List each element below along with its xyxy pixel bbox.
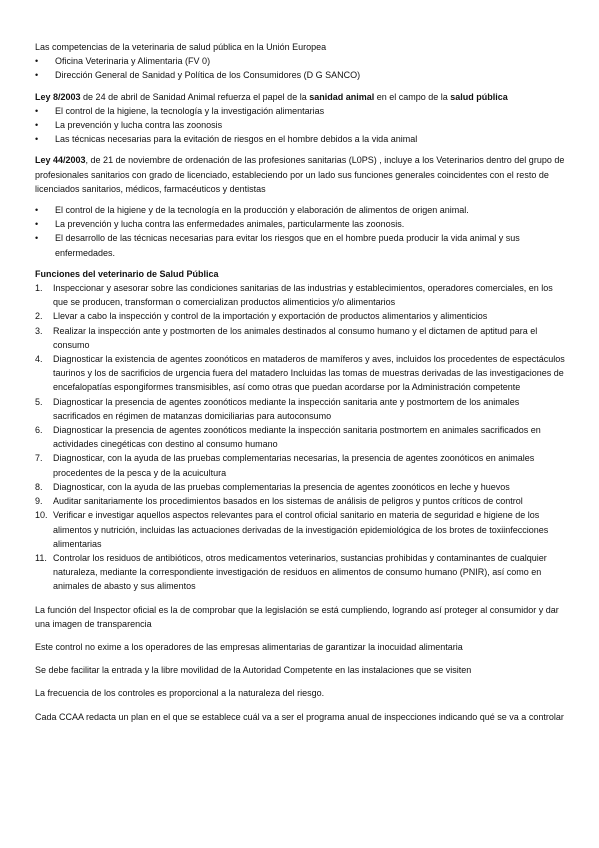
list-item <box>35 231 567 259</box>
law-reference: Ley 8/2003 <box>35 91 81 102</box>
bullet-icon: • <box>35 105 39 116</box>
item-number: 2. <box>35 311 43 322</box>
numbered-item <box>35 352 567 395</box>
item-text: Diagnosticar la presencia de agentes zoonóticos mediante la inspección sanitaria postmortem en animales sacrificados en actividades cinegéticas con destino al consumo humano <box>53 425 541 450</box>
intro-section <box>35 40 567 83</box>
emphasis: sanidad animal <box>309 91 375 102</box>
bullet-icon: • <box>35 233 39 244</box>
item-text: Auditar sanitariamente los procedimientos basados en los sistemas de análisis de peligros y puntos críticos de control <box>53 496 523 507</box>
bullet-icon: • <box>35 56 39 67</box>
closing-section <box>35 603 567 724</box>
closing-paragraph: La frecuencia de los controles es proporcional a la naturaleza del riesgo. <box>35 688 325 699</box>
paragraph-text: de 24 de abril de Sanidad Animal refuerza el papel de la <box>80 91 310 102</box>
list-item <box>35 118 567 132</box>
numbered-item <box>35 494 567 508</box>
list-item <box>35 203 567 217</box>
bullet-icon: • <box>35 120 39 131</box>
item-number: 7. <box>35 453 43 464</box>
bullet-icon: • <box>35 205 39 216</box>
item-text: Verificar e investigar aquellos aspectos relevantes para el control oficial sanitario en materia de seguridad e higiene de los alimentos y nutrición, incluidas las actuaciones derivadas de la investigación epidemiológica de los brotes de toxiinfecciones alimentarias <box>53 510 549 549</box>
section-heading <box>35 267 567 281</box>
ley44-paragraph <box>35 153 567 196</box>
numbered-item <box>35 551 567 594</box>
bullet-icon: • <box>35 70 39 81</box>
numbered-item <box>35 423 567 451</box>
paragraph-text: , de 21 de noviembre de ordenación de las profesiones sanitarias (L0PS) , incluye a los Veterinarios dentro del grupo de profesionales sanitarios con grado de licenciado, estableciendo por un lado sus funciones generales coincidentes con el resto de licenciados sanitarios, médicos, farmacéuticos y dentistas <box>35 155 565 194</box>
emphasis: salud pública <box>450 91 508 102</box>
list-item <box>35 54 567 68</box>
funciones-list <box>35 281 567 593</box>
bullet-icon: • <box>35 219 39 230</box>
closing-paragraph: Se debe facilitar la entrada y la libre movilidad de la Autoridad Competente en las instalaciones que se visiten <box>35 665 472 676</box>
list-item-text: Oficina Veterinaria y Alimentaria (FV 0) <box>55 56 211 67</box>
item-text: Controlar los residuos de antibióticos, otros medicamentos veterinarios, sustancias prohibidas y contaminantes de cualquier naturaleza, mediante la correspondiente investigación de residuos en alimentos de consumo humano (PNIR), así como en animales de abasto y sus alimentos <box>53 552 547 592</box>
numbered-item <box>35 508 567 551</box>
item-number: 11. <box>35 552 47 563</box>
ley8-section <box>35 90 567 147</box>
list-item <box>35 104 567 118</box>
ley8-paragraph <box>35 90 567 104</box>
numbered-item <box>35 480 567 494</box>
item-text: Realizar la inspección ante y postmorten de los animales destinados al consumo humano y el dictamen de aptitud para el consumo <box>53 325 538 350</box>
numbered-item <box>35 309 567 323</box>
funciones-section <box>35 267 567 594</box>
item-number: 6. <box>35 425 43 436</box>
list-item <box>35 217 567 231</box>
item-number: 8. <box>35 481 43 492</box>
item-text: Llevar a cabo la inspección y control de la importación y exportación de productos alimentarios y alimenticios <box>53 311 488 322</box>
intro-list <box>35 54 567 82</box>
ley44-section <box>35 153 567 259</box>
numbered-item <box>35 395 567 423</box>
item-number: 3. <box>35 325 43 336</box>
closing-paragraph: Cada CCAA redacta un plan en el que se establece cuál va a ser el programa anual de inspecciones indicando qué se va a controlar <box>35 711 564 722</box>
law-reference: Ley 44/2003 <box>35 155 86 166</box>
item-number: 9. <box>35 496 43 507</box>
item-text: Diagnosticar la existencia de agentes zoonóticos en mataderos de mamíferos y aves, incluidos los procedentes de espectáculos taurinos y los de sacrificios de urgencia fuera del matadero Incluidas las tomas de muestras derivadas de las investigaciones de encefalopatías espongiformes transmisibles, así como otras que puedan acordarse por la Administración competente <box>53 354 565 393</box>
item-text: Diagnosticar, con la ayuda de las pruebas complementarias necesarias, la presencia de agentes zoonóticos en animales procedentes de la pesca y de la acuicultura <box>53 453 535 478</box>
item-number: 10. <box>35 510 48 521</box>
closing-paragraph: Este control no exime a los operadores de las empresas alimentarias de garantizar la inocuidad alimentaria <box>35 641 463 652</box>
item-number: 1. <box>35 283 43 294</box>
numbered-item <box>35 324 567 352</box>
list-item-text: Las técnicas necesarias para la evitación de riesgos en el hombre debidos a la vida animal <box>55 134 418 145</box>
item-text: Inspeccionar y asesorar sobre las condiciones sanitarias de las industrias y establecimientos, operadores comerciales, en los que se producen, transforman o comercializan productos alimenticios y/o alimentarios <box>53 283 553 308</box>
item-number: 5. <box>35 396 43 407</box>
list-item-text: El control de la higiene, la tecnología y la investigación alimentarias <box>55 105 325 116</box>
intro-title: Las competencias de la veterinaria de salud pública en la Unión Europea <box>35 42 327 52</box>
numbered-item <box>35 451 567 479</box>
paragraph-text: en el campo de la <box>374 91 451 102</box>
item-text: Diagnosticar la presencia de agentes zoonóticos mediante la inspección sanitaria ante y postmortem de los animales sacrificados en régimen de matanzas domiciliarias para autoconsumo <box>53 396 520 421</box>
closing-paragraph: La función del Inspector oficial es la de comprobar que la legislación se está cumpliendo, logrando así proteger al consumidor y dar una imagen de transparencia <box>35 604 559 629</box>
numbered-item <box>35 281 567 309</box>
list-item <box>35 68 567 82</box>
list-item-text: La prevención y lucha contra las enfermedades animales, particularmente las zoonosis. <box>55 219 405 230</box>
list-item-text: El desarrollo de las técnicas necesarias para evitar los riesgos que en el hombre pueda producir la vida animal y sus enfermedades. <box>55 233 520 258</box>
item-text: Diagnosticar, con la ayuda de las pruebas complementarias la presencia de agentes zoonóticos en leche y huevos <box>53 481 510 492</box>
item-number: 4. <box>35 354 43 365</box>
bullet-icon: • <box>35 134 39 145</box>
list-item-text: El control de la higiene y de la tecnología en la producción y elaboración de alimentos de origen animal. <box>55 205 469 216</box>
list-item-text: La prevención y lucha contra las zoonosis <box>55 120 223 131</box>
list-item <box>35 132 567 146</box>
list-item-text: Dirección General de Sanidad y Política de los Consumidores (D G SANCO) <box>55 70 361 81</box>
heading-text: Funciones del veterinario de Salud Pública <box>35 268 219 279</box>
document-page <box>35 40 567 724</box>
ley8-list <box>35 104 567 147</box>
ley44-list <box>35 203 567 260</box>
